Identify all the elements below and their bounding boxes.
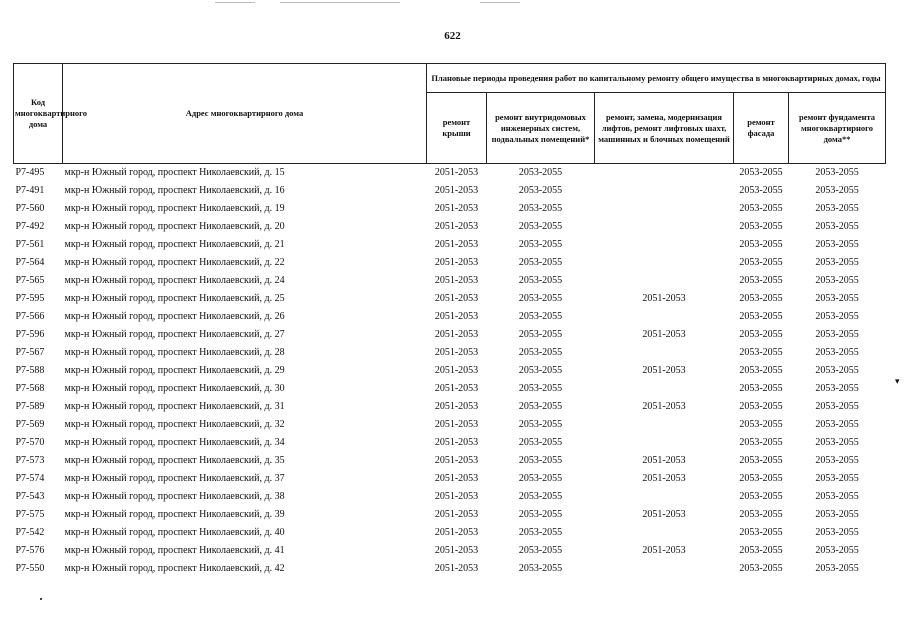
facade-period-cell: 2053-2055 xyxy=(739,275,783,286)
header-lift: ремонт, замена, модернизация лифтов, ремонт лифтовых шахт, машинных и блочных помещений xyxy=(595,93,734,164)
roof-period-cell: 2051-2053 xyxy=(434,329,479,340)
code-cell: Р7-569 xyxy=(15,419,45,430)
scan-artifact-line xyxy=(215,2,255,3)
code-cell: Р7-596 xyxy=(15,329,45,340)
table-row xyxy=(14,398,886,416)
address-cell: мкр-н Южный город, проспект Николаевский, д. 40 xyxy=(64,527,285,538)
facade-period-cell: 2053-2055 xyxy=(739,437,783,448)
table-row xyxy=(14,290,886,308)
engineering-period-cell: 2053-2055 xyxy=(518,185,563,196)
table-row xyxy=(14,506,886,524)
code-cell: Р7-570 xyxy=(15,437,45,448)
header-code: Код многоквартирного дома xyxy=(14,64,63,164)
facade-period-cell: 2053-2055 xyxy=(739,383,783,394)
foundation-period-cell: 2053-2055 xyxy=(815,239,859,250)
table-row xyxy=(14,488,886,506)
foundation-period-cell: 2053-2055 xyxy=(815,563,859,574)
table-row xyxy=(14,380,886,398)
foundation-period-cell: 2053-2055 xyxy=(815,437,859,448)
foundation-period-cell: 2053-2055 xyxy=(815,401,859,412)
facade-period-cell: 2053-2055 xyxy=(739,365,783,376)
foundation-period-cell: 2053-2055 xyxy=(815,365,859,376)
lift-period-cell xyxy=(595,182,734,200)
engineering-period-cell: 2053-2055 xyxy=(518,419,563,430)
roof-period-cell: 2051-2053 xyxy=(434,455,479,466)
facade-period-cell: 2053-2055 xyxy=(739,527,783,538)
table-row xyxy=(14,200,886,218)
engineering-period-cell: 2053-2055 xyxy=(518,563,563,574)
header-roof: ремонт крыши xyxy=(427,93,487,164)
code-cell: Р7-561 xyxy=(15,239,45,250)
table-row xyxy=(14,272,886,290)
code-cell: Р7-566 xyxy=(15,311,45,322)
roof-period-cell: 2051-2053 xyxy=(434,383,479,394)
lift-period-cell xyxy=(595,272,734,290)
engineering-period-cell: 2053-2055 xyxy=(518,293,563,304)
table-row xyxy=(14,254,886,272)
lift-period-cell xyxy=(595,200,734,218)
roof-period-cell: 2051-2053 xyxy=(434,365,479,376)
roof-period-cell: 2051-2053 xyxy=(434,491,479,502)
address-cell: мкр-н Южный город, проспект Николаевский, д. 22 xyxy=(64,257,285,268)
engineering-period-cell: 2053-2055 xyxy=(518,383,563,394)
roof-period-cell: 2051-2053 xyxy=(434,437,479,448)
facade-period-cell: 2053-2055 xyxy=(739,401,783,412)
facade-period-cell: 2053-2055 xyxy=(739,221,783,232)
code-cell: Р7-491 xyxy=(15,185,45,196)
facade-period-cell: 2053-2055 xyxy=(739,257,783,268)
table-row xyxy=(14,182,886,200)
engineering-period-cell: 2053-2055 xyxy=(518,311,563,322)
address-cell: мкр-н Южный город, проспект Николаевский, д. 20 xyxy=(64,221,285,232)
roof-period-cell: 2051-2053 xyxy=(434,221,479,232)
engineering-period-cell: 2053-2055 xyxy=(518,167,563,178)
facade-period-cell: 2053-2055 xyxy=(739,491,783,502)
roof-period-cell: 2051-2053 xyxy=(434,239,479,250)
engineering-period-cell: 2053-2055 xyxy=(518,239,563,250)
code-cell: Р7-495 xyxy=(15,167,45,178)
code-cell: Р7-595 xyxy=(15,293,45,304)
facade-period-cell: 2053-2055 xyxy=(739,203,783,214)
lift-period-cell xyxy=(595,380,734,398)
scan-dot xyxy=(40,598,42,600)
foundation-period-cell: 2053-2055 xyxy=(815,509,859,520)
address-cell: мкр-н Южный город, проспект Николаевский, д. 25 xyxy=(64,293,285,304)
facade-period-cell: 2053-2055 xyxy=(739,419,783,430)
foundation-period-cell: 2053-2055 xyxy=(815,311,859,322)
lift-period-cell xyxy=(595,416,734,434)
lift-period-cell xyxy=(595,218,734,236)
roof-period-cell: 2051-2053 xyxy=(434,293,479,304)
engineering-period-cell: 2053-2055 xyxy=(518,455,563,466)
engineering-period-cell: 2053-2055 xyxy=(518,221,563,232)
engineering-period-cell: 2053-2055 xyxy=(518,509,563,520)
scan-artifact-line xyxy=(480,2,520,3)
address-cell: мкр-н Южный город, проспект Николаевский, д. 41 xyxy=(64,545,285,556)
code-cell: Р7-574 xyxy=(15,473,45,484)
facade-period-cell: 2053-2055 xyxy=(739,509,783,520)
header-address: Адрес многоквартирного дома xyxy=(63,64,427,164)
table-row xyxy=(14,236,886,254)
roof-period-cell: 2051-2053 xyxy=(434,509,479,520)
address-cell: мкр-н Южный город, проспект Николаевский, д. 42 xyxy=(64,563,285,574)
code-cell: Р7-567 xyxy=(15,347,45,358)
table-row xyxy=(14,344,886,362)
address-cell: мкр-н Южный город, проспект Николаевский, д. 16 xyxy=(64,185,285,196)
foundation-period-cell: 2053-2055 xyxy=(815,347,859,358)
address-cell: мкр-н Южный город, проспект Николаевский, д. 29 xyxy=(64,365,285,376)
address-cell: мкр-н Южный город, проспект Николаевский, д. 30 xyxy=(64,383,285,394)
lift-period-cell: 2051-2053 xyxy=(642,329,686,340)
lift-period-cell: 2051-2053 xyxy=(642,545,686,556)
foundation-period-cell: 2053-2055 xyxy=(815,455,859,466)
address-cell: мкр-н Южный город, проспект Николаевский, д. 37 xyxy=(64,473,285,484)
foundation-period-cell: 2053-2055 xyxy=(815,185,859,196)
facade-period-cell: 2053-2055 xyxy=(739,185,783,196)
foundation-period-cell: 2053-2055 xyxy=(815,491,859,502)
lift-period-cell xyxy=(595,236,734,254)
address-cell: мкр-н Южный город, проспект Николаевский, д. 32 xyxy=(64,419,285,430)
table-row xyxy=(14,470,886,488)
lift-period-cell: 2051-2053 xyxy=(642,473,686,484)
engineering-period-cell: 2053-2055 xyxy=(518,401,563,412)
foundation-period-cell: 2053-2055 xyxy=(815,419,859,430)
roof-period-cell: 2051-2053 xyxy=(434,401,479,412)
table-row xyxy=(14,416,886,434)
code-cell: Р7-576 xyxy=(15,545,45,556)
roof-period-cell: 2051-2053 xyxy=(434,275,479,286)
lift-period-cell: 2051-2053 xyxy=(642,293,686,304)
code-cell: Р7-573 xyxy=(15,455,45,466)
roof-period-cell: 2051-2053 xyxy=(434,527,479,538)
code-cell: Р7-550 xyxy=(15,563,45,574)
table-row xyxy=(14,452,886,470)
foundation-period-cell: 2053-2055 xyxy=(815,383,859,394)
address-cell: мкр-н Южный город, проспект Николаевский, д. 39 xyxy=(64,509,285,520)
facade-period-cell: 2053-2055 xyxy=(739,329,783,340)
margin-arrow-mark: ▾ xyxy=(895,376,900,386)
engineering-period-cell: 2053-2055 xyxy=(518,275,563,286)
address-cell: мкр-н Южный город, проспект Николаевский, д. 24 xyxy=(64,275,285,286)
code-cell: Р7-575 xyxy=(15,509,45,520)
lift-period-cell xyxy=(595,254,734,272)
engineering-period-cell: 2053-2055 xyxy=(518,437,563,448)
engineering-period-cell: 2053-2055 xyxy=(518,545,563,556)
lift-period-cell xyxy=(595,164,734,183)
address-cell: мкр-н Южный город, проспект Николаевский, д. 21 xyxy=(64,239,285,250)
table-row xyxy=(14,524,886,542)
foundation-period-cell: 2053-2055 xyxy=(815,203,859,214)
page-number: 622 xyxy=(444,30,461,42)
table-row xyxy=(14,362,886,380)
foundation-period-cell: 2053-2055 xyxy=(815,527,859,538)
table-row xyxy=(14,218,886,236)
facade-period-cell: 2053-2055 xyxy=(739,545,783,556)
lift-period-cell: 2051-2053 xyxy=(642,365,686,376)
facade-period-cell: 2053-2055 xyxy=(739,563,783,574)
header-foundation: ремонт фундамента многоквартирного дома** xyxy=(789,93,886,164)
code-cell: Р7-542 xyxy=(15,527,45,538)
engineering-period-cell: 2053-2055 xyxy=(518,473,563,484)
address-cell: мкр-н Южный город, проспект Николаевский, д. 19 xyxy=(64,203,285,214)
table-row xyxy=(14,308,886,326)
address-cell: мкр-н Южный город, проспект Николаевский, д. 15 xyxy=(64,167,285,178)
engineering-period-cell: 2053-2055 xyxy=(518,365,563,376)
facade-period-cell: 2053-2055 xyxy=(739,239,783,250)
roof-period-cell: 2051-2053 xyxy=(434,545,479,556)
code-cell: Р7-543 xyxy=(15,491,45,502)
facade-period-cell: 2053-2055 xyxy=(739,293,783,304)
roof-period-cell: 2051-2053 xyxy=(434,185,479,196)
engineering-period-cell: 2053-2055 xyxy=(518,347,563,358)
lift-period-cell xyxy=(595,524,734,542)
lift-period-cell xyxy=(595,488,734,506)
facade-period-cell: 2053-2055 xyxy=(739,167,783,178)
table-row xyxy=(14,542,886,560)
scan-artifact-line xyxy=(280,2,400,3)
engineering-period-cell: 2053-2055 xyxy=(518,203,563,214)
lift-period-cell: 2051-2053 xyxy=(642,401,686,412)
address-cell: мкр-н Южный город, проспект Николаевский, д. 31 xyxy=(64,401,285,412)
address-cell: мкр-н Южный город, проспект Николаевский, д. 27 xyxy=(64,329,285,340)
code-cell: Р7-564 xyxy=(15,257,45,268)
foundation-period-cell: 2053-2055 xyxy=(815,329,859,340)
table-row xyxy=(14,164,886,183)
code-cell: Р7-492 xyxy=(15,221,45,232)
roof-period-cell: 2051-2053 xyxy=(434,473,479,484)
roof-period-cell: 2051-2053 xyxy=(434,419,479,430)
header-engineering: ремонт внутридомовых инженерных систем, подвальных помещений* xyxy=(487,93,595,164)
engineering-period-cell: 2053-2055 xyxy=(518,491,563,502)
lift-period-cell: 2051-2053 xyxy=(642,509,686,520)
lift-period-cell xyxy=(595,344,734,362)
foundation-period-cell: 2053-2055 xyxy=(815,275,859,286)
table-row xyxy=(14,326,886,344)
lift-period-cell xyxy=(595,308,734,326)
engineering-period-cell: 2053-2055 xyxy=(518,527,563,538)
facade-period-cell: 2053-2055 xyxy=(739,347,783,358)
table-body xyxy=(14,164,886,579)
foundation-period-cell: 2053-2055 xyxy=(815,473,859,484)
foundation-period-cell: 2053-2055 xyxy=(815,293,859,304)
facade-period-cell: 2053-2055 xyxy=(739,473,783,484)
address-cell: мкр-н Южный город, проспект Николаевский, д. 35 xyxy=(64,455,285,466)
repair-schedule-table xyxy=(13,63,886,578)
code-cell: Р7-588 xyxy=(15,365,45,376)
header-facade: ремонт фасада xyxy=(734,93,789,164)
lift-period-cell xyxy=(595,560,734,578)
roof-period-cell: 2051-2053 xyxy=(434,167,479,178)
foundation-period-cell: 2053-2055 xyxy=(815,221,859,232)
code-cell: Р7-560 xyxy=(15,203,45,214)
roof-period-cell: 2051-2053 xyxy=(434,311,479,322)
address-cell: мкр-н Южный город, проспект Николаевский, д. 34 xyxy=(64,437,285,448)
code-cell: Р7-568 xyxy=(15,383,45,394)
address-cell: мкр-н Южный город, проспект Николаевский, д. 28 xyxy=(64,347,285,358)
facade-period-cell: 2053-2055 xyxy=(739,311,783,322)
roof-period-cell: 2051-2053 xyxy=(434,563,479,574)
lift-period-cell xyxy=(595,434,734,452)
roof-period-cell: 2051-2053 xyxy=(434,203,479,214)
header-periods-group: Плановые периоды проведения работ по капитальному ремонту общего имущества в многоквартирных домах, годы xyxy=(427,64,886,93)
roof-period-cell: 2051-2053 xyxy=(434,347,479,358)
roof-period-cell: 2051-2053 xyxy=(434,257,479,268)
code-cell: Р7-589 xyxy=(15,401,45,412)
engineering-period-cell: 2053-2055 xyxy=(518,257,563,268)
foundation-period-cell: 2053-2055 xyxy=(815,545,859,556)
engineering-period-cell: 2053-2055 xyxy=(518,329,563,340)
table-row xyxy=(14,434,886,452)
address-cell: мкр-н Южный город, проспект Николаевский, д. 38 xyxy=(64,491,285,502)
code-cell: Р7-565 xyxy=(15,275,45,286)
foundation-period-cell: 2053-2055 xyxy=(815,257,859,268)
lift-period-cell: 2051-2053 xyxy=(642,455,686,466)
table-row xyxy=(14,560,886,578)
facade-period-cell: 2053-2055 xyxy=(739,455,783,466)
address-cell: мкр-н Южный город, проспект Николаевский, д. 26 xyxy=(64,311,285,322)
foundation-period-cell: 2053-2055 xyxy=(815,167,859,178)
